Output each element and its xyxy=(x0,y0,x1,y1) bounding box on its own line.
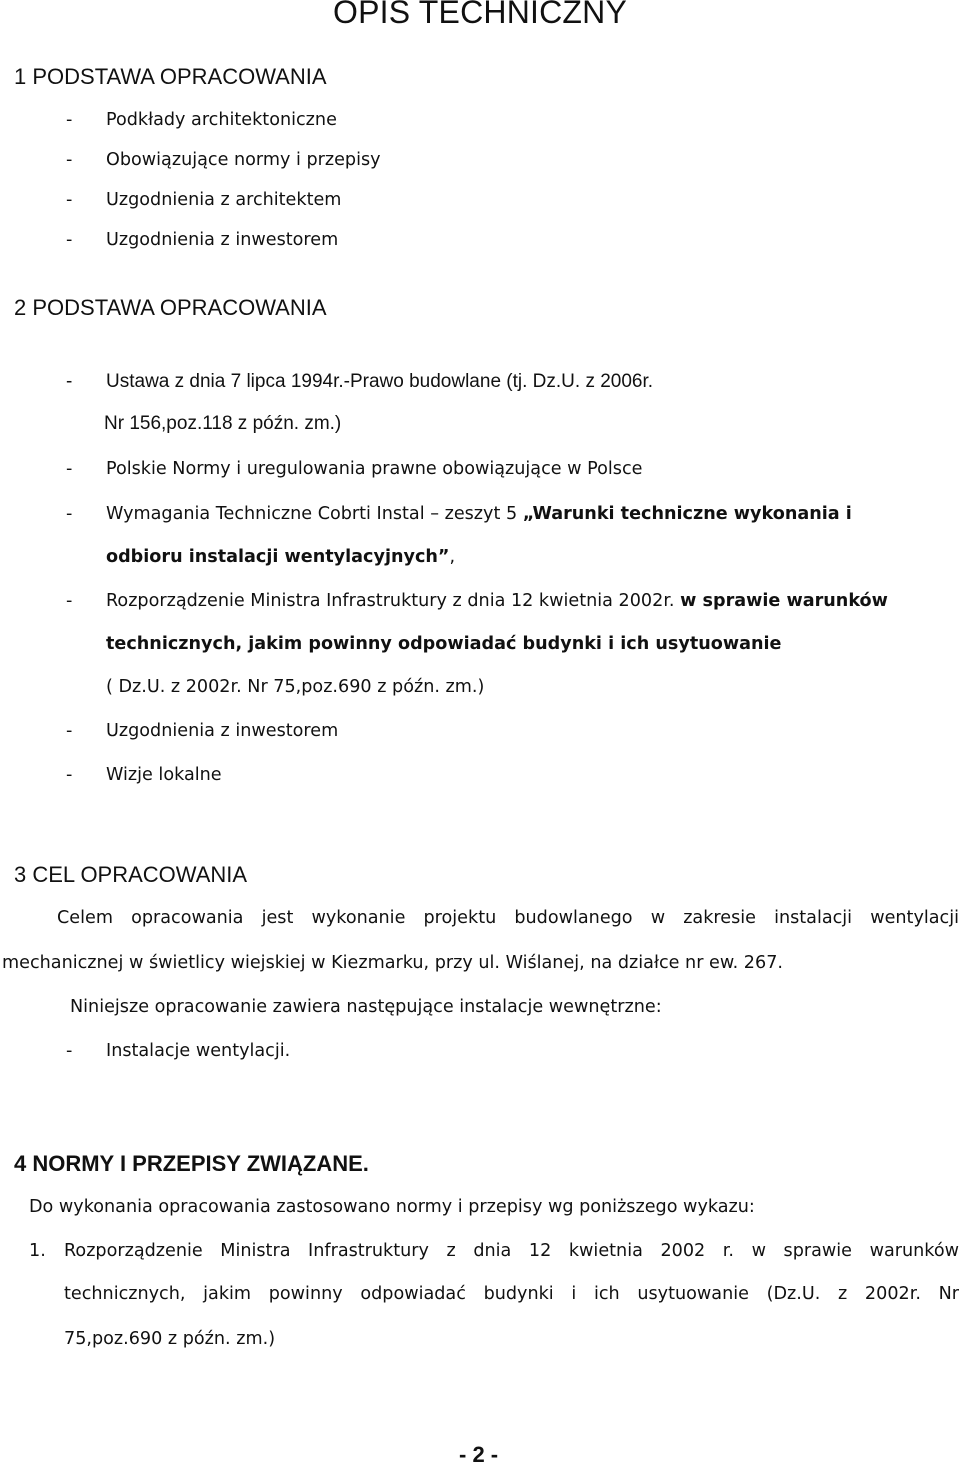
list-dash: - xyxy=(66,230,73,250)
section-2-heading: 2 PODSTAWA OPRACOWANIA xyxy=(14,295,327,320)
paragraph-line: mechanicznej w świetlicy wiejskiej w Kiezmarku, przy ul. Wiślanej, na działce nr ew. 267. xyxy=(2,953,783,973)
numbered-item-line: technicznych, jakim powinny odpowiadać budynki i ich usytuowanie (Dz.U. z 2002r. Nr xyxy=(64,1284,959,1304)
paragraph-line: Celem opracowania jest wykonanie projektu budowlanego w zakresie instalacji wentylacji xyxy=(57,908,959,928)
bold-text: odbioru instalacji wentylacyjnych” xyxy=(106,547,450,567)
bold-text: „Warunki techniczne wykonania i xyxy=(522,504,852,524)
list-dash: - xyxy=(66,591,73,611)
section-4-heading: 4 NORMY I PRZEPISY ZWIĄZANE. xyxy=(14,1151,369,1176)
list-item xyxy=(106,588,888,614)
list-item: Uzgodnienia z inwestorem xyxy=(106,721,339,741)
list-item-text: , xyxy=(449,547,456,567)
paragraph-line: Do wykonania opracowania zastosowano normy i przepisy wg poniższego wykazu: xyxy=(29,1197,755,1217)
bold-text: technicznych, jakim powinny odpowiadać budynki i ich usytuowanie xyxy=(106,634,782,654)
list-item-text: Wymagania Techniczne Cobrti Instal – zeszyt 5 xyxy=(106,504,523,524)
list-dash: - xyxy=(66,721,73,741)
list-item-text: Rozporządzenie Ministra Infrastruktury z dnia 12 kwietnia 2002r. xyxy=(106,591,681,611)
list-dash: - xyxy=(66,110,73,130)
list-item: Ustawa z dnia 7 lipca 1994r.-Prawo budowlane (tj. Dz.U. z 2006r. xyxy=(106,371,654,392)
list-dash: - xyxy=(66,765,73,785)
numbered-item-line: Rozporządzenie Ministra Infrastruktury z dnia 12 kwietnia 2002 r. w sprawie warunków xyxy=(64,1241,959,1261)
list-dash: - xyxy=(66,1041,73,1061)
section-3-heading: 3 CEL OPRACOWANIA xyxy=(14,862,248,887)
list-item xyxy=(106,501,852,527)
numbered-item-line: 75,poz.690 z późn. zm.) xyxy=(64,1329,276,1349)
list-item-continuation xyxy=(106,631,781,657)
list-item: Uzgodnienia z architektem xyxy=(106,190,342,210)
list-dash: - xyxy=(66,371,73,392)
list-item: Obowiązujące normy i przepisy xyxy=(106,150,381,170)
list-dash: - xyxy=(66,504,73,524)
list-item: Uzgodnienia z inwestorem xyxy=(106,230,339,250)
list-item: Instalacje wentylacji. xyxy=(106,1041,291,1061)
bold-text: w sprawie warunków xyxy=(680,591,888,611)
document-title: OPIS TECHNICZNY xyxy=(333,0,627,30)
list-item-continuation: ( Dz.U. z 2002r. Nr 75,poz.690 z późn. zm.) xyxy=(106,677,485,697)
list-item-continuation xyxy=(106,544,455,570)
section-1-heading: 1 PODSTAWA OPRACOWANIA xyxy=(14,64,327,89)
list-dash: - xyxy=(66,150,73,170)
list-dash: - xyxy=(66,190,73,210)
list-number: 1. xyxy=(29,1241,46,1261)
paragraph-line: Niniejsze opracowanie zawiera następujące instalacje wewnętrzne: xyxy=(70,997,662,1017)
list-item: Polskie Normy i uregulowania prawne obowiązujące w Polsce xyxy=(106,459,643,479)
list-dash: - xyxy=(66,459,73,479)
page-number: - 2 - xyxy=(459,1442,499,1467)
list-item: Podkłady architektoniczne xyxy=(106,110,337,130)
list-item: Wizje lokalne xyxy=(106,765,222,785)
list-item-continuation: Nr 156,poz.118 z późn. zm.) xyxy=(104,413,342,434)
